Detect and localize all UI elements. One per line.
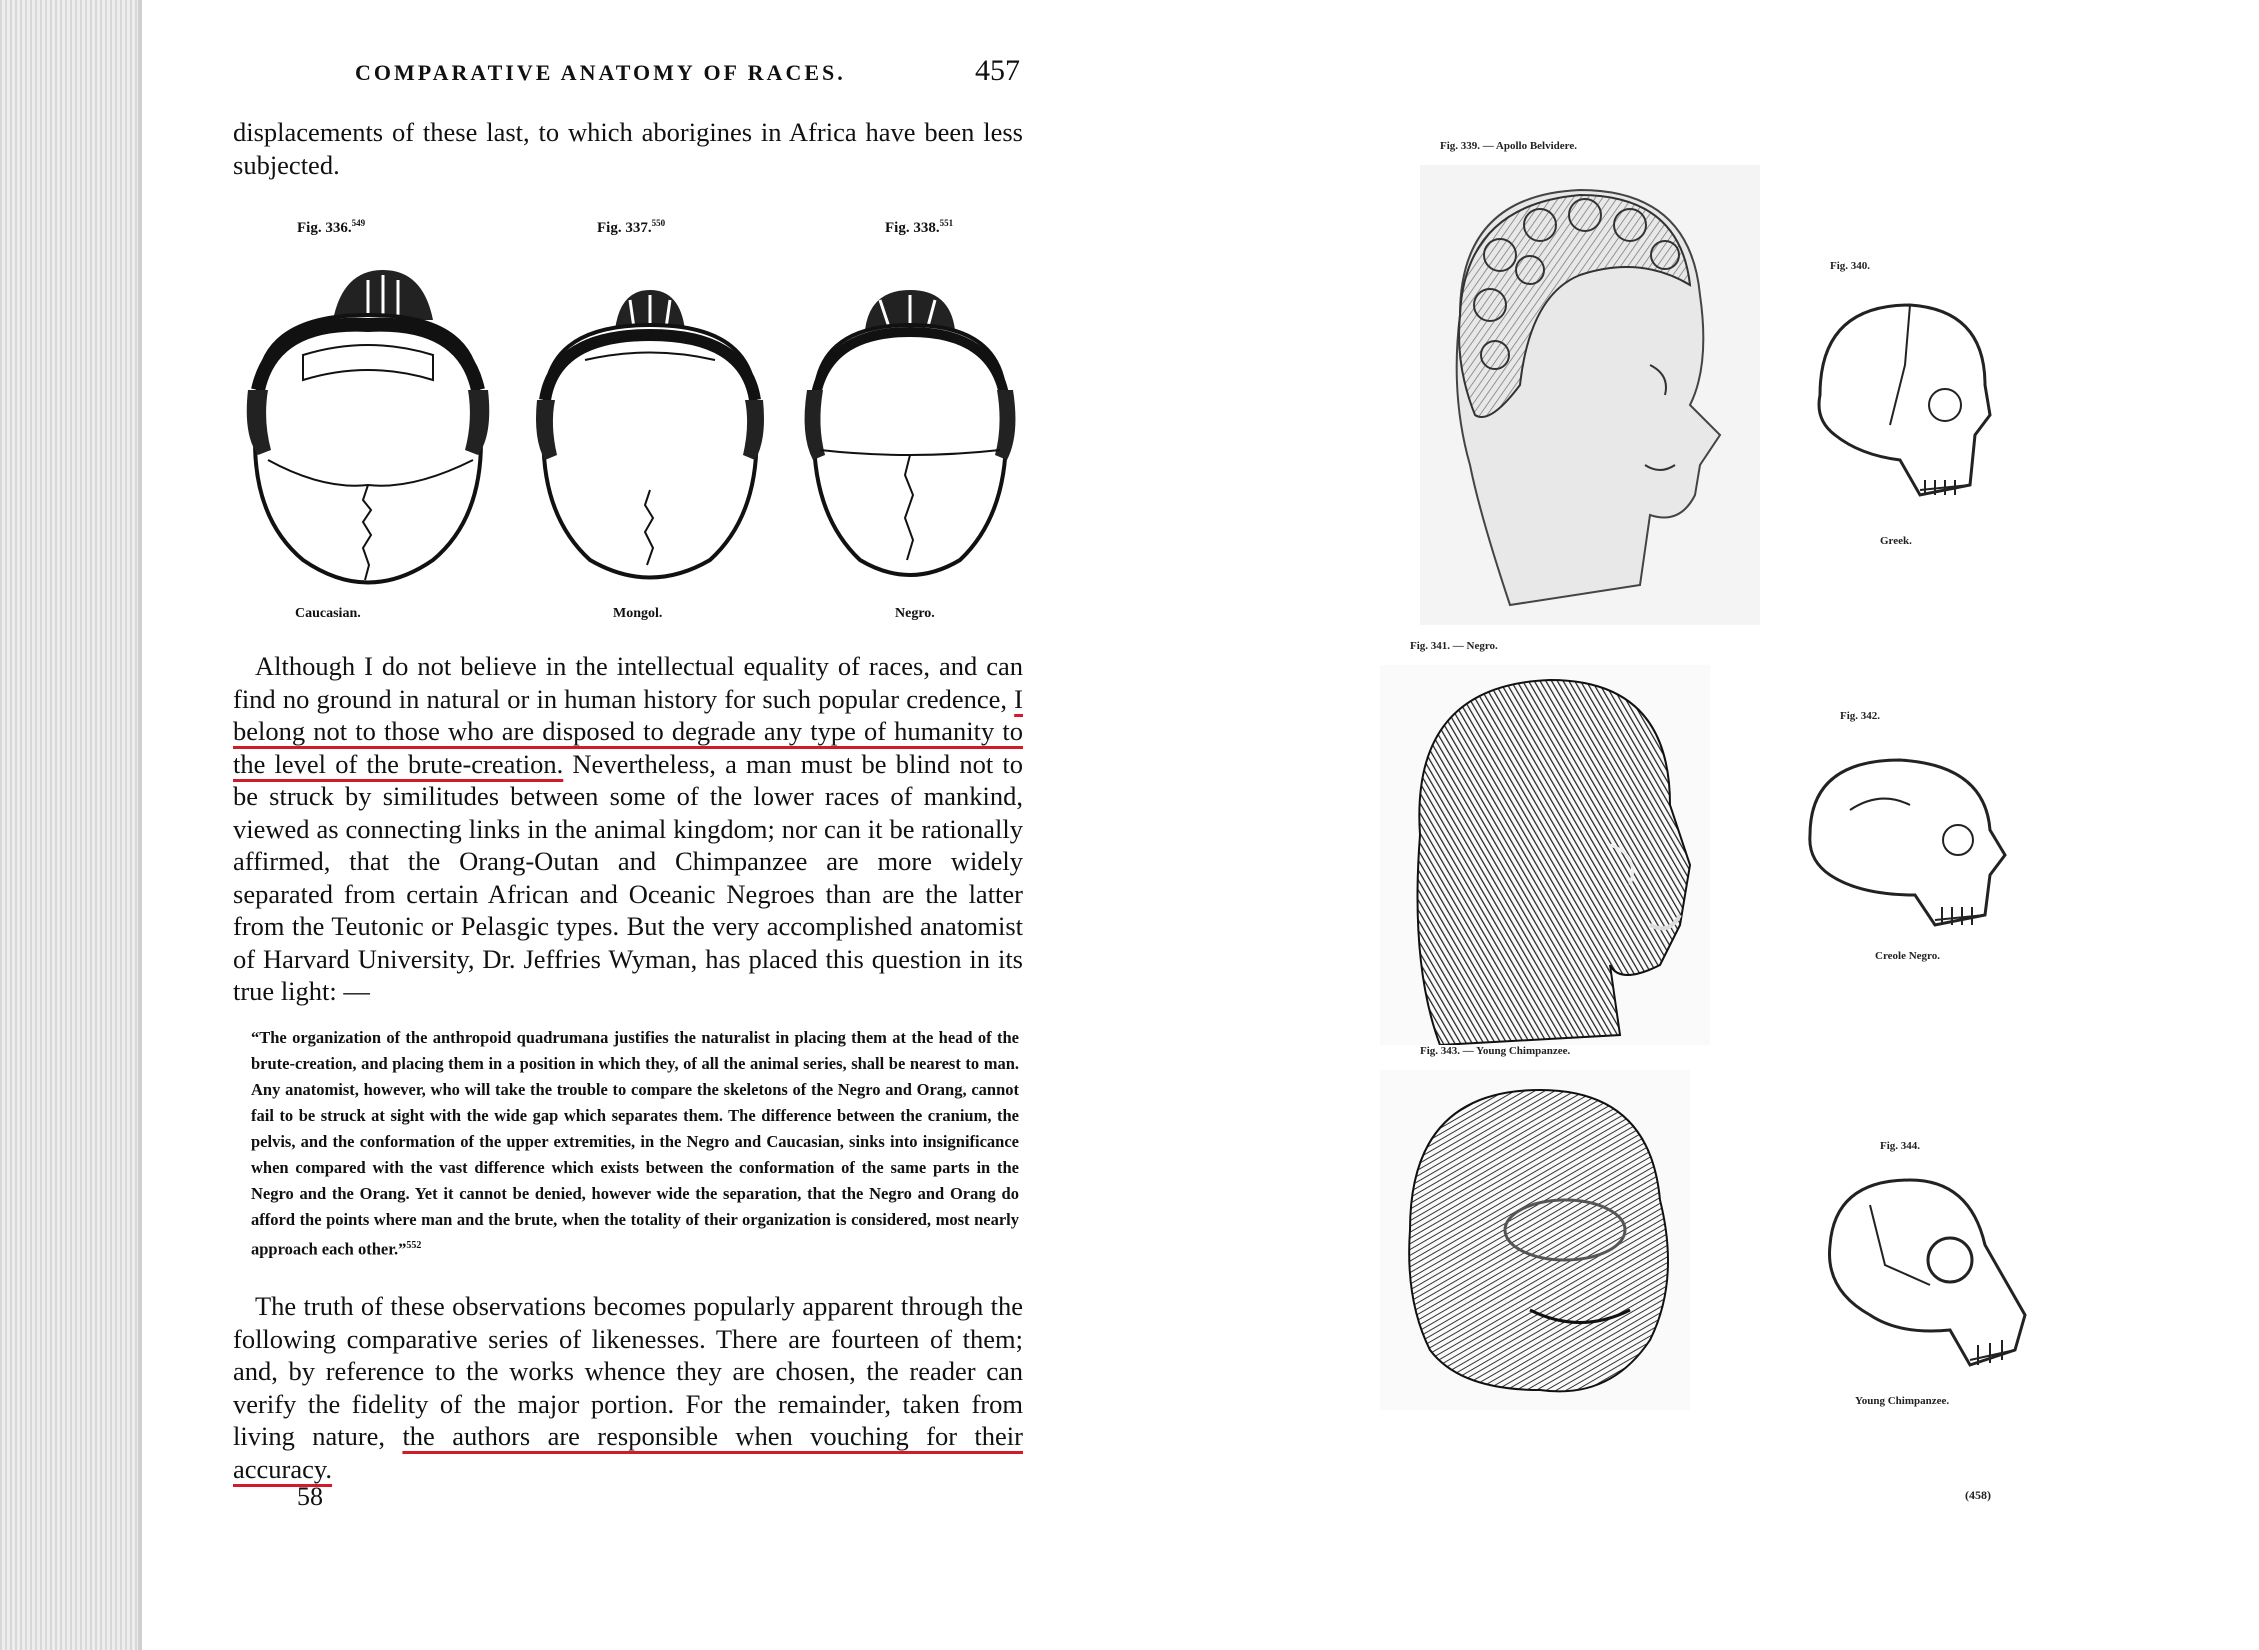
plate-caption-creole-negro: Creole Negro. (1875, 950, 1940, 962)
caucasian-skull-illustration (233, 260, 503, 600)
signature-mark: 58 (297, 1482, 323, 1511)
creole-negro-skull-engraving (1790, 735, 2020, 935)
caption-caucasian: Caucasian. (295, 606, 361, 621)
plate-fig-label-340: Fig. 340. (1830, 260, 1871, 272)
paragraph-2-start: The truth of these observations becomes popularly apparent through the following comparative series of likenesses. There are fourteen of them; and, by reference to the works whence they are chosen, the reader can verify the fidelity of the major portion. For the remainder, taken from living nature, (233, 1291, 1023, 1451)
left-margin-stripe (0, 0, 142, 1650)
plate-fig-label-342: Fig. 342. (1840, 710, 1881, 722)
greek-skull-engraving (1800, 285, 2000, 525)
apollo-head-engraving (1420, 165, 1760, 625)
wyman-quote (251, 1025, 1019, 1263)
mongol-skull-illustration (525, 260, 775, 600)
paragraph-2-underlined: the authors are responsible when vouching for their accuracy. (233, 1421, 1023, 1484)
quote-ref: 552 (406, 1240, 422, 1251)
paragraph-2 (233, 1290, 1023, 1485)
page-number: 457 (975, 54, 1020, 87)
paragraph-1 (233, 650, 1023, 1008)
plate-page-number: (458) (1965, 1488, 1991, 1502)
figure-label-337: Fig. 337.$^{550}$ (597, 218, 666, 236)
caption-negro: Negro. (895, 606, 935, 621)
plate-fig-label-343: Fig. 343. — Young Chimpanzee. (1420, 1045, 1571, 1057)
caption-mongol: Mongol. (613, 606, 663, 621)
negro-skull-illustration (795, 260, 1025, 600)
young-chimpanzee-skull-engraving (1810, 1165, 2040, 1395)
paragraph-1-start: Although I do not believe in the intellectual equality of races, and can find no ground in natural or in human history for such popular credence, (233, 651, 1023, 714)
paragraph-1-end: Nevertheless, a man must be blind not to be struck by similitudes between some of the lower races of mankind, viewed as connecting links in the animal kingdom; nor can it be rationally affirmed, that the Orang-Outan and Chimpanzee are more widely separated from certain African and Oceanic Negroes than are the latter from the Teutonic or Pelasgic types. But the very accomplished anatomist of Harvard University, Dr. Jeffries Wyman, has placed this question in its true light: — (233, 748, 1023, 1006)
plate-caption-young-chimpanzee: Young Chimpanzee. (1855, 1395, 1950, 1407)
intro-text: displacements of these last, to which aborigines in Africa have been less subjected. (233, 117, 1023, 180)
figure-label-336: Fig. 336.$^{549}$ (297, 218, 366, 236)
plate-caption-greek: Greek. (1880, 535, 1912, 547)
plate-fig-label-339: Fig. 339. — Apollo Belvidere. (1440, 140, 1577, 152)
paragraph-1-underlined: I belong not to those who are disposed to degrade any type of humanity to the level of the brute-creation. (233, 683, 1023, 779)
negro-head-engraving (1380, 665, 1710, 1045)
quote-text: “The organization of the anthropoid quadrumana justifies the naturalist in placing them at the head of the brute-creation, and placing them in a position in which they, of all the animal series, shall be nearest to man. Any anatomist, however, who will take the trouble to compare the skeletons of the Negro and Orang, cannot fail to be struck at sight with the wide gap which separates them. The difference between the cranium, the pelvis, and the conformation of the upper extremities, in the Negro and Caucasian, sinks into insignificance when compared with the vast difference which exists between the conformation of the same parts in the Negro and the Orang. Yet it cannot be denied, however wide the separation, that the Negro and Orang do afford the points where man and the brute, when the totality of their organization is considered, most nearly approach each other.” (251, 1028, 1019, 1259)
plate-fig-label-344: Fig. 344. (1880, 1140, 1921, 1152)
figure-label-338: Fig. 338.$^{551}$ (885, 218, 954, 236)
running-title: COMPARATIVE ANATOMY OF RACES. (355, 60, 846, 85)
plate-fig-label-341: Fig. 341. — Negro. (1410, 640, 1498, 652)
young-chimpanzee-engraving (1380, 1070, 1690, 1410)
right-plate (1360, 110, 2060, 1510)
